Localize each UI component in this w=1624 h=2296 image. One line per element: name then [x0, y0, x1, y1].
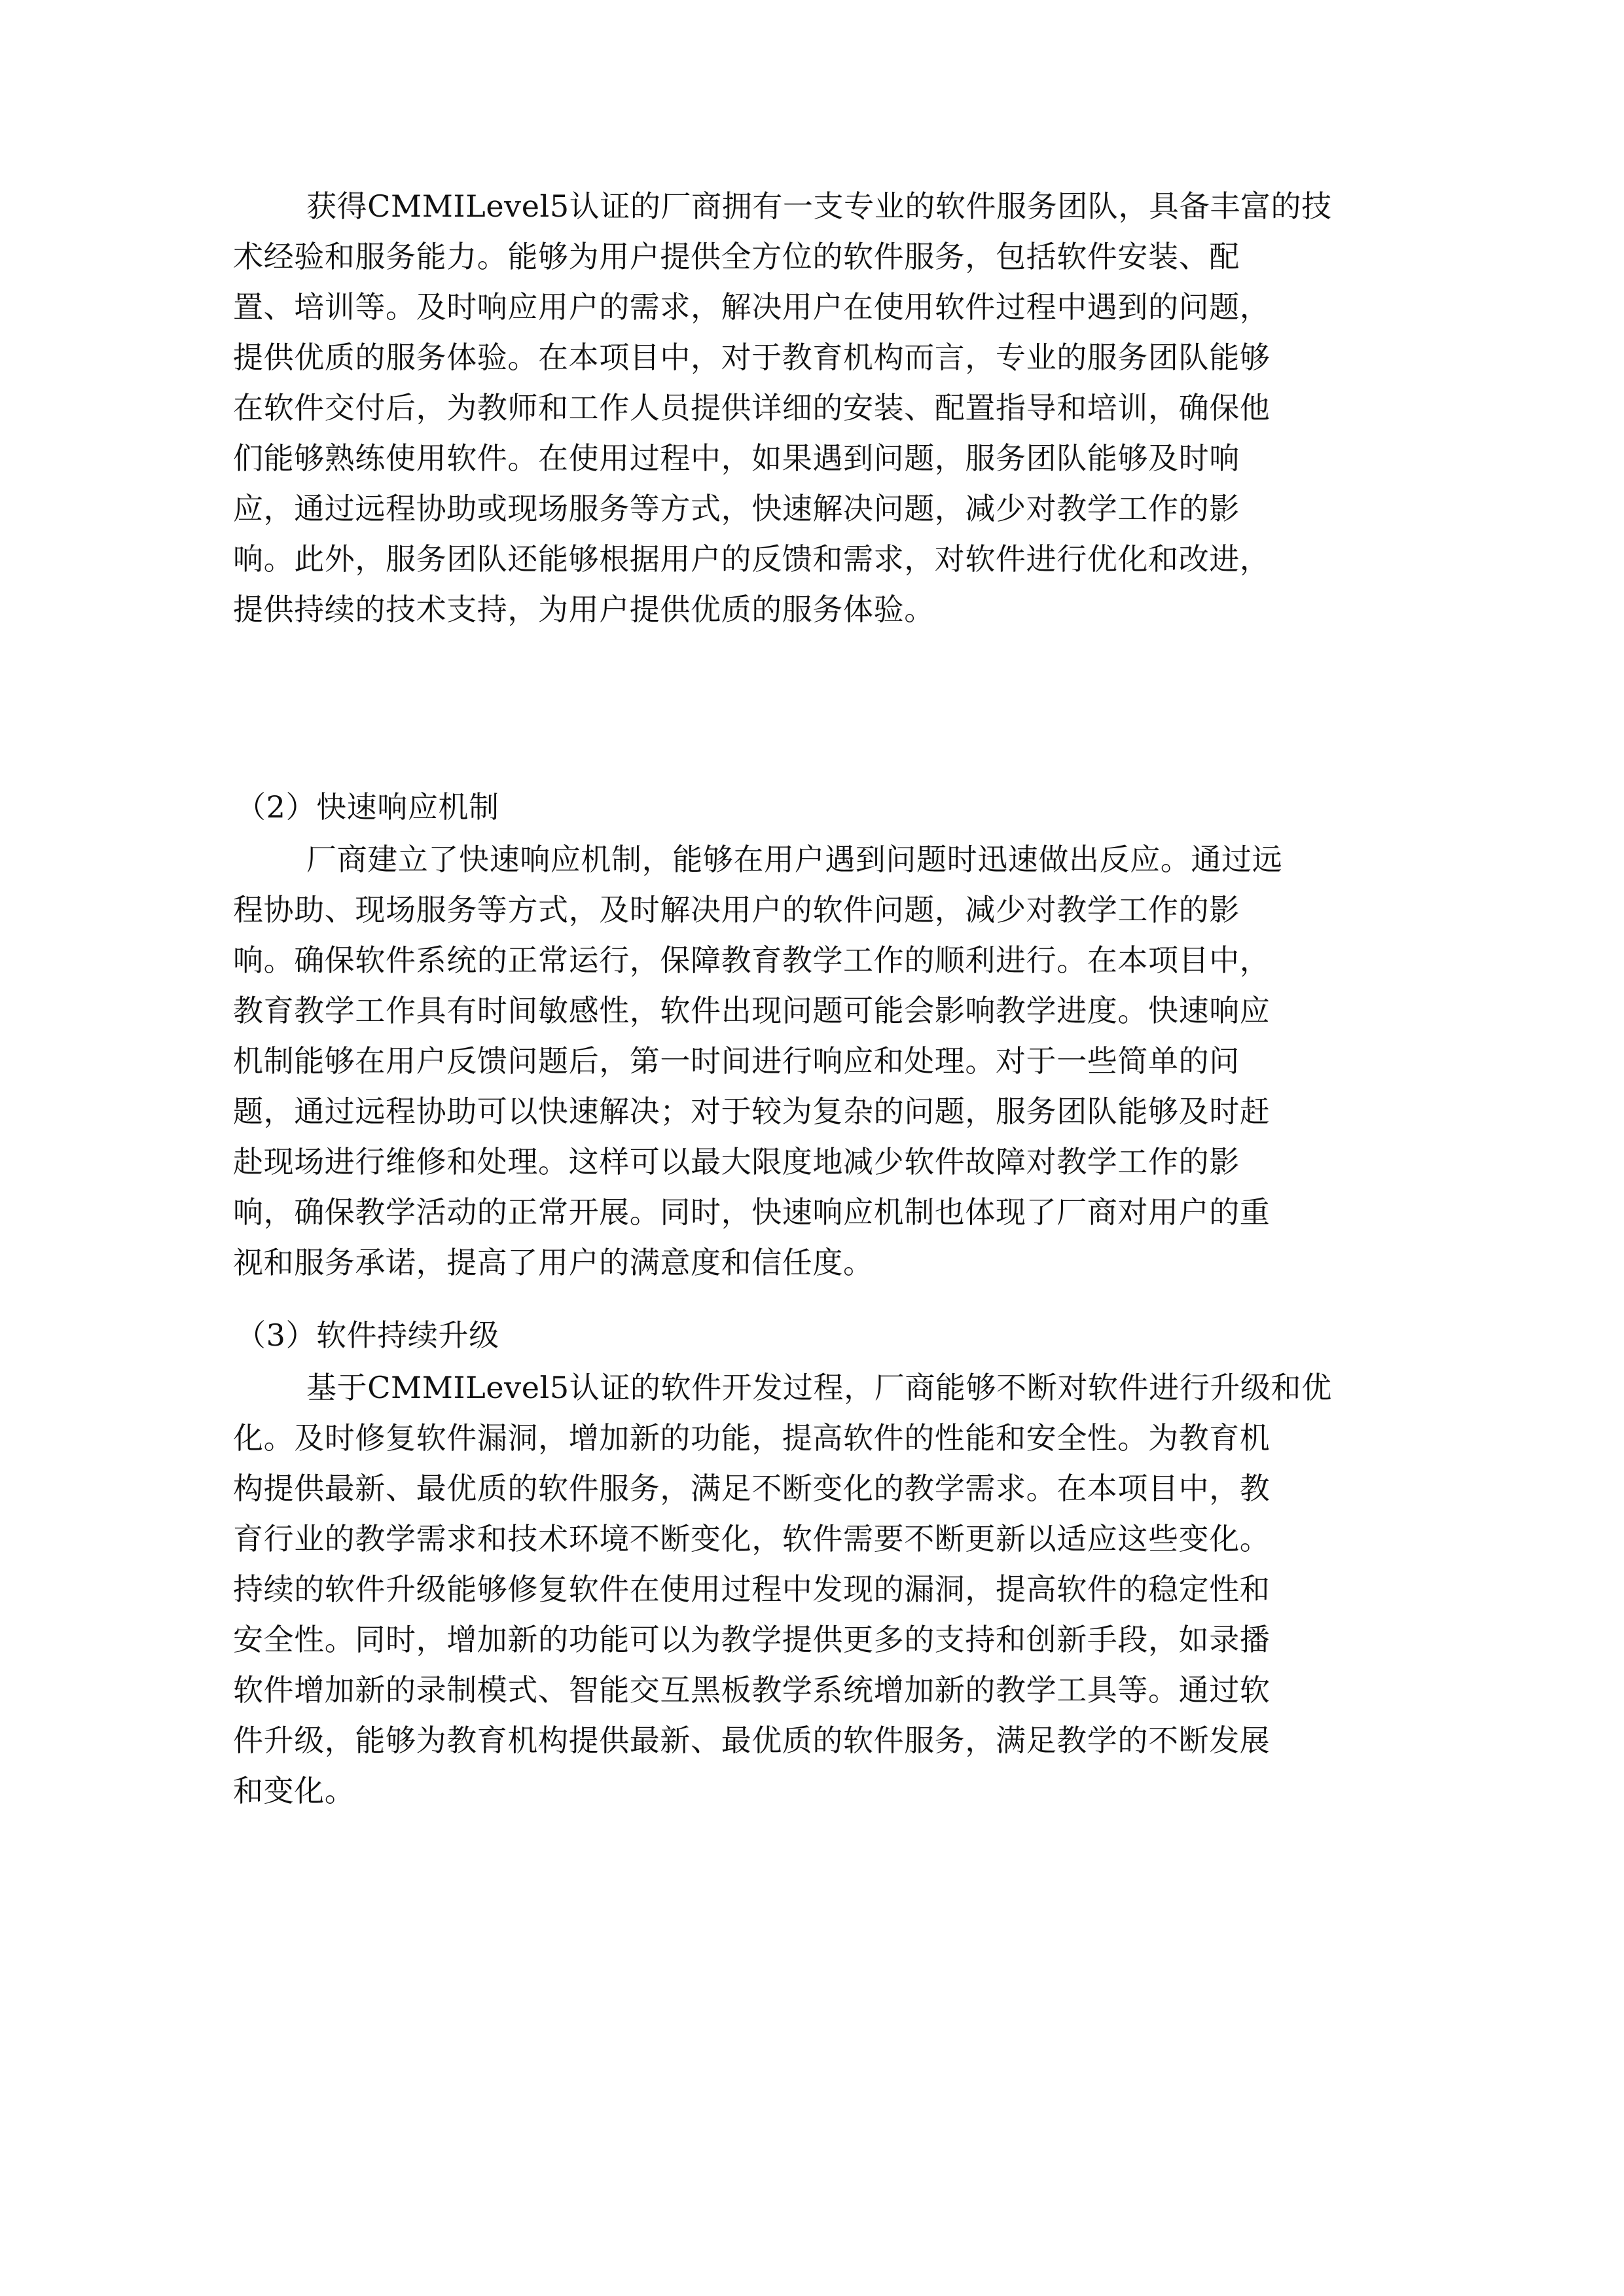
text-line: 获得CMMILevel5认证的厂商拥有一支专业的软件服务团队，具备丰富的技	[306, 188, 1332, 224]
text-line: 安全性。同时，增加新的功能可以为教学提供更多的支持和创新手段，如录播	[233, 1622, 1271, 1657]
text-line: 赴现场进行维修和处理。这样可以最大限度地减少软件故障对教学工作的影	[233, 1144, 1240, 1179]
text-line: 教育教学工作具有时间敏感性，软件出现问题可能会影响教学进度。快速响应	[233, 993, 1271, 1028]
text-line: 软件增加新的录制模式、智能交互黑板教学系统增加新的教学工具等。通过软	[233, 1672, 1271, 1708]
text-line: 基于CMMILevel5认证的软件开发过程，厂商能够不断对软件进行升级和优	[306, 1370, 1332, 1405]
text-line: 厂商建立了快速响应机制，能够在用户遇到问题时迅速做出反应。通过远	[306, 842, 1283, 877]
text-line: 应，通过远程协助或现场服务等方式，快速解决问题，减少对教学工作的影	[233, 491, 1240, 526]
text-line: 提供持续的技术支持，为用户提供优质的服务体验。	[233, 592, 935, 627]
text-line: 视和服务承诺，提高了用户的满意度和信任度。	[233, 1245, 874, 1280]
text-line: 在软件交付后，为教师和工作人员提供详细的安装、配置指导和培训，确保他	[233, 390, 1271, 425]
text-line: 提供优质的服务体验。在本项目中，对于教育机构而言，专业的服务团队能够	[233, 340, 1271, 375]
text-line: 化。及时修复软件漏洞，增加新的功能，提高软件的性能和安全性。为教育机	[233, 1420, 1271, 1456]
text-line: 响。确保软件系统的正常运行，保障教育教学工作的顺利进行。在本项目中，	[233, 942, 1271, 978]
section-heading: （3）软件持续升级	[236, 1318, 499, 1353]
text-line: 响。此外，服务团队还能够根据用户的反馈和需求，对软件进行优化和改进，	[233, 541, 1271, 577]
text-line: 术经验和服务能力。能够为用户提供全方位的软件服务，包括软件安装、配	[233, 239, 1240, 274]
text-line: 件升级，能够为教育机构提供最新、最优质的软件服务，满足教学的不断发展	[233, 1723, 1271, 1758]
text-line: 机制能够在用户反馈问题后，第一时间进行响应和处理。对于一些简单的问	[233, 1043, 1240, 1079]
text-line: 持续的软件升级能够修复软件在使用过程中发现的漏洞，提高软件的稳定性和	[233, 1571, 1271, 1607]
text-line: 置、培训等。及时响应用户的需求，解决用户在使用软件过程中遇到的问题，	[233, 289, 1271, 325]
text-line: 题，通过远程协助可以快速解决；对于较为复杂的问题，服务团队能够及时赶	[233, 1094, 1271, 1129]
text-line: 和变化。	[233, 1773, 355, 1808]
text-line: 构提供最新、最优质的软件服务，满足不断变化的教学需求。在本项目中，教	[233, 1471, 1271, 1506]
text-line: 育行业的教学需求和技术环境不断变化，软件需要不断更新以适应这些变化。	[233, 1521, 1271, 1556]
text-line: 程协助、现场服务等方式，及时解决用户的软件问题，减少对教学工作的影	[233, 892, 1240, 927]
text-line: 们能够熟练使用软件。在使用过程中，如果遇到问题，服务团队能够及时响	[233, 440, 1240, 476]
text-line: 响，确保教学活动的正常开展。同时，快速响应机制也体现了厂商对用户的重	[233, 1194, 1271, 1230]
section-heading: （2）快速响应机制	[236, 789, 499, 825]
